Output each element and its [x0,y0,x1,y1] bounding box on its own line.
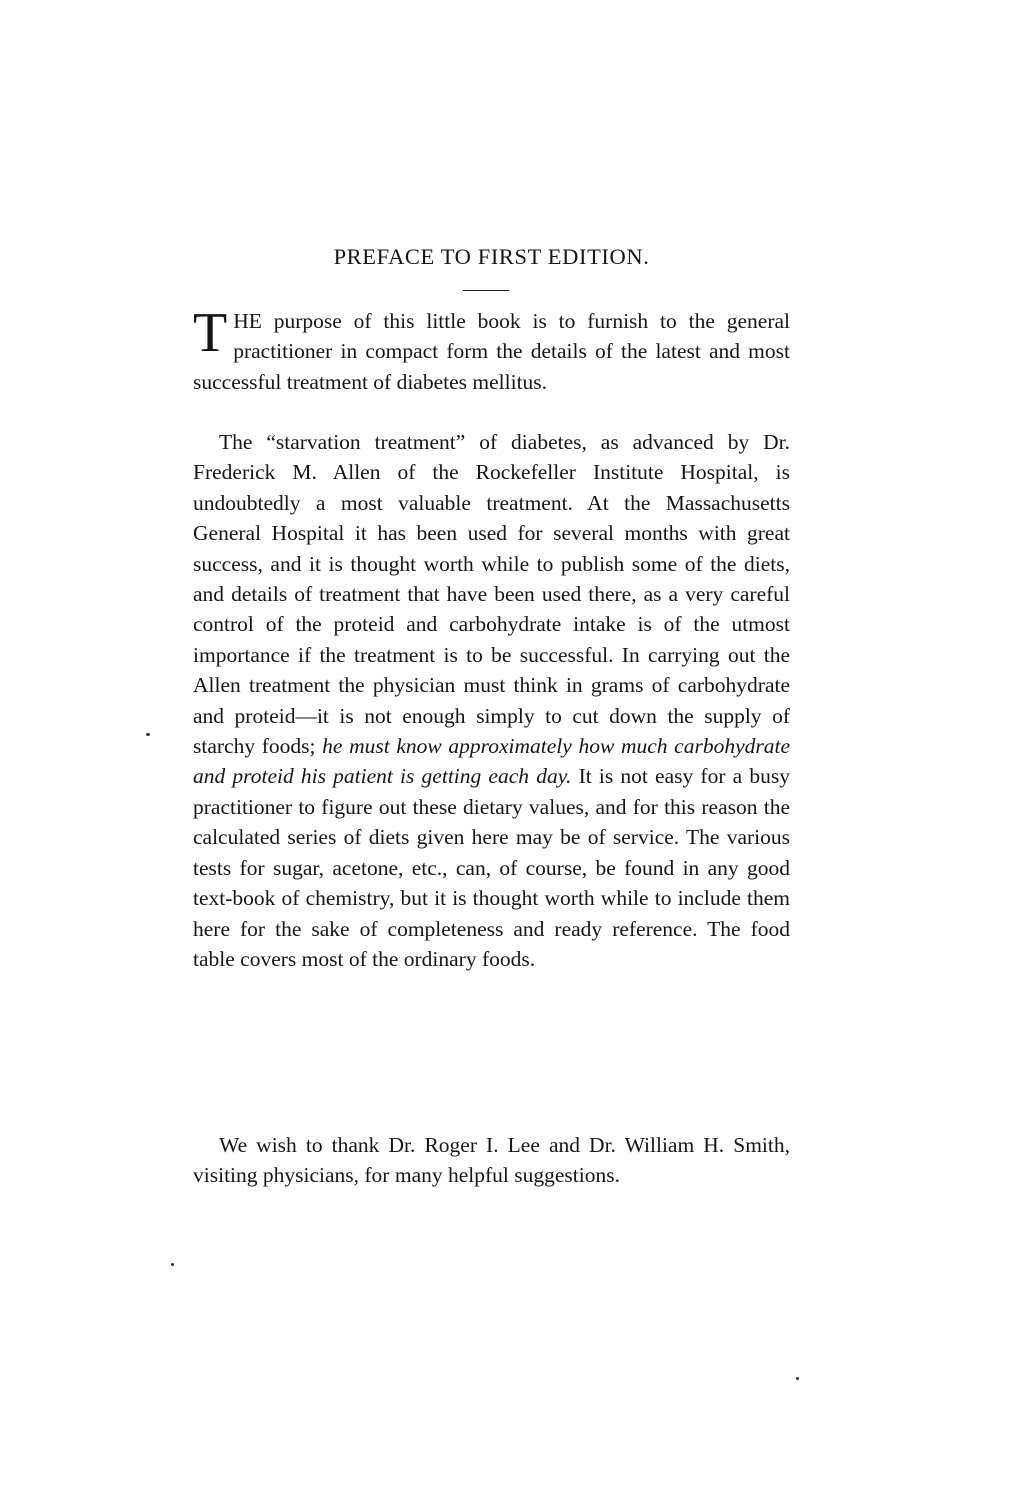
paragraph-starvation-treatment [193,427,790,974]
paragraph-starvation-text-1: The “starvation treatment” of diabetes, as advanced by Dr. Frederick M. Allen of the Rockefeller Institute Hospital, is undoubtedly a most valuable treatment. At the Massachusetts General Hospital it has been used for several months with great success, and it is thought worth while to publish some of the diets, and details of treatment that have been used there, as a very careful control of the proteid and carbohydrate intake is of the utmost importance if the treatment is to be successful. In carrying out the Allen treatment the physician must think in grams of carbohydrate and proteid—it is not enough simply to cut down the supply of starchy foods; [193,430,790,759]
drop-cap: T [193,302,228,364]
paragraph-starvation-text-2: It is not easy for a busy practitioner to figure out these dietary values, and for this reason the calculated series of diets given here may be of service. The various tests for sugar, acetone, etc., can, of course, be found in any good text-book of chemistry, but it is thought worth while to include them here for the sake of completeness and ready reference. The food table covers most of the ordinary foods. [193,764,790,971]
paragraph-purpose [193,302,790,397]
print-speck [171,1263,174,1266]
paragraph-purpose-text: HE purpose of this little book is to furnish to the general practitioner in compact form the details of the latest and most successful treatment of diabetes mellitus. [193,309,790,394]
paragraph-acknowledgements: We wish to thank Dr. Roger I. Lee and Dr. William H. Smith, visiting physicians, for many helpful suggestions. [193,1133,790,1188]
title-rule [463,290,509,291]
print-speck [146,733,150,736]
print-speck [796,1377,799,1380]
emphasized-text: he must know approximately how much carbohydrate and proteid his patient is getting each day. [193,734,791,789]
page-title: PREFACE TO FIRST EDITION. [333,244,650,269]
